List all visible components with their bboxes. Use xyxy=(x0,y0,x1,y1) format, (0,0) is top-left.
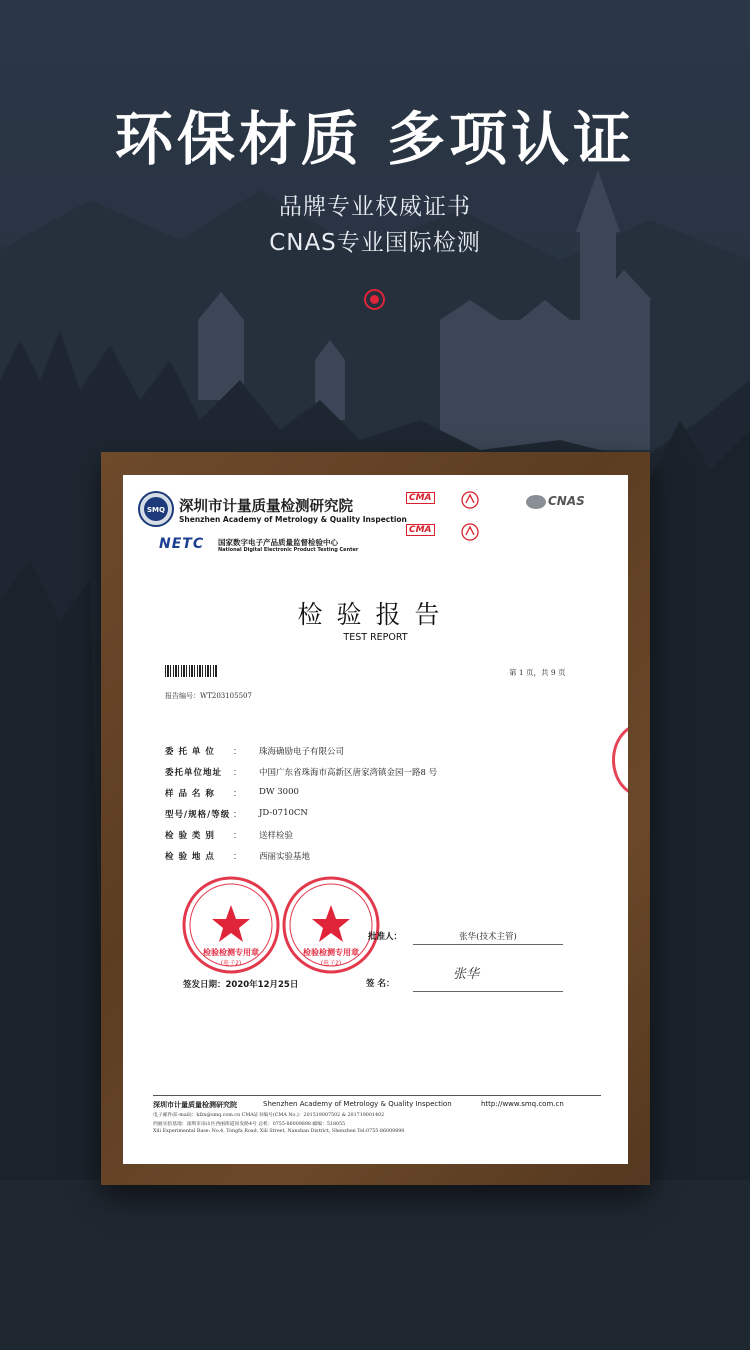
smq-logo-icon xyxy=(137,490,175,528)
report-number: 报告编号：WT203105507 xyxy=(165,692,252,700)
field-label-model: 型号/规格/等级 xyxy=(165,810,231,820)
approver-value: 张华(技术主管) xyxy=(413,930,563,945)
field-colon: ： xyxy=(233,831,242,841)
field-value-test-location: 西丽实验基地 xyxy=(259,852,311,862)
footer-contact-line-2: 西丽实验基地：深圳市南山区西丽街道同发路4号 总机：0755-86009898 邮编：518055 xyxy=(153,1122,346,1127)
cma-mark-2: CMA xyxy=(406,525,435,535)
field-value-sample-name: DW 3000 xyxy=(259,787,299,797)
footer-contact-line-3: Xili Experimental Base: No.4, Tongfa Road, Xili Street, Nanshan District, Shenzhen Tel:0755-86009898 xyxy=(153,1129,405,1134)
field-value-model: JD-0710CN xyxy=(259,808,308,818)
institute-name-en: Shenzhen Academy of Metrology & Quality Inspection xyxy=(179,515,407,524)
field-label-test-type: 检 验 类 别 xyxy=(165,831,215,841)
headline: 环保材质 多项认证 xyxy=(114,105,636,173)
cnas-mark: CNAS xyxy=(548,494,585,508)
subline-brand-certificate: 品牌专业权威证书 xyxy=(279,194,471,220)
footer-institute-en: Shenzhen Academy of Metrology & Quality Inspection xyxy=(263,1100,452,1108)
cal-mark-2-icon xyxy=(461,523,479,541)
signature-label: 签 名： xyxy=(366,979,395,989)
cal-mark-1-icon xyxy=(461,491,479,509)
seal-2-star-icon xyxy=(312,905,350,942)
institute-name-cn: 深圳市计量质量检测研究院 xyxy=(179,499,353,515)
field-colon: ： xyxy=(233,852,242,862)
field-label-test-location: 检 验 地 点 xyxy=(165,852,215,862)
seal-1-star-icon xyxy=(212,905,250,942)
field-colon: ： xyxy=(233,768,242,778)
field-label-client: 委 托 单 位 xyxy=(165,747,215,757)
report-title-en: TEST REPORT xyxy=(343,632,408,643)
seal-2-sub: 检验检测专用章 xyxy=(303,948,359,957)
official-seals xyxy=(178,875,398,977)
field-value-test-type: 送样检验 xyxy=(259,831,294,841)
footer-institute-cn: 深圳市计量质量检测研究院 xyxy=(153,1101,237,1109)
cma-mark-1: CMA xyxy=(406,493,435,503)
field-colon: ： xyxy=(233,810,242,820)
barcode xyxy=(165,665,217,677)
footer-divider xyxy=(153,1095,601,1096)
smq-logo-text: SMQ xyxy=(147,506,165,514)
field-value-client: 珠海确励电子有限公司 xyxy=(259,747,345,757)
seal-1-tag: (电子2) xyxy=(220,960,242,967)
page-info: 第 1 页，共 9 页 xyxy=(509,668,566,677)
netc-logo: NETC xyxy=(159,536,205,552)
footer-contact-line-1: 电子邮件(E-mail)：kfzx@smq.com.cn CMA证书编号(CMA No.)：201519007502 & 201719001402 xyxy=(153,1113,385,1118)
field-label-client-address: 委托单位地址 xyxy=(165,768,223,778)
field-colon: ： xyxy=(233,789,242,799)
edge-seal xyxy=(612,723,628,797)
issue-date: 签发日期：2020年12月25日 xyxy=(183,980,299,990)
test-report-certificate xyxy=(123,475,628,1164)
field-value-client-address: 中国广东省珠海市高新区唐家湾镇金园一路8 号 xyxy=(259,768,438,778)
netc-name-cn: 国家数字电子产品质量监督检验中心 xyxy=(218,538,338,547)
subline-cnas-testing: CNAS专业国际检测 xyxy=(269,230,481,256)
approver-label: 批准人： xyxy=(368,932,403,942)
handwritten-signature: 张华 xyxy=(453,967,480,982)
report-title: 检验报告 xyxy=(297,600,454,629)
field-label-sample-name: 样 品 名 称 xyxy=(165,789,215,799)
footer-url: http://www.smq.com.cn xyxy=(481,1100,564,1108)
signature-line xyxy=(413,991,563,992)
seal-1-sub: 检验检测专用章 xyxy=(203,948,259,957)
seal-2-tag: (电子2) xyxy=(320,960,342,967)
ilac-mra-icon xyxy=(525,493,547,511)
field-colon: ： xyxy=(233,747,242,757)
indicator-dot xyxy=(370,295,379,304)
netc-name-en: National Digital Electronic Product Testing Center xyxy=(218,547,359,553)
